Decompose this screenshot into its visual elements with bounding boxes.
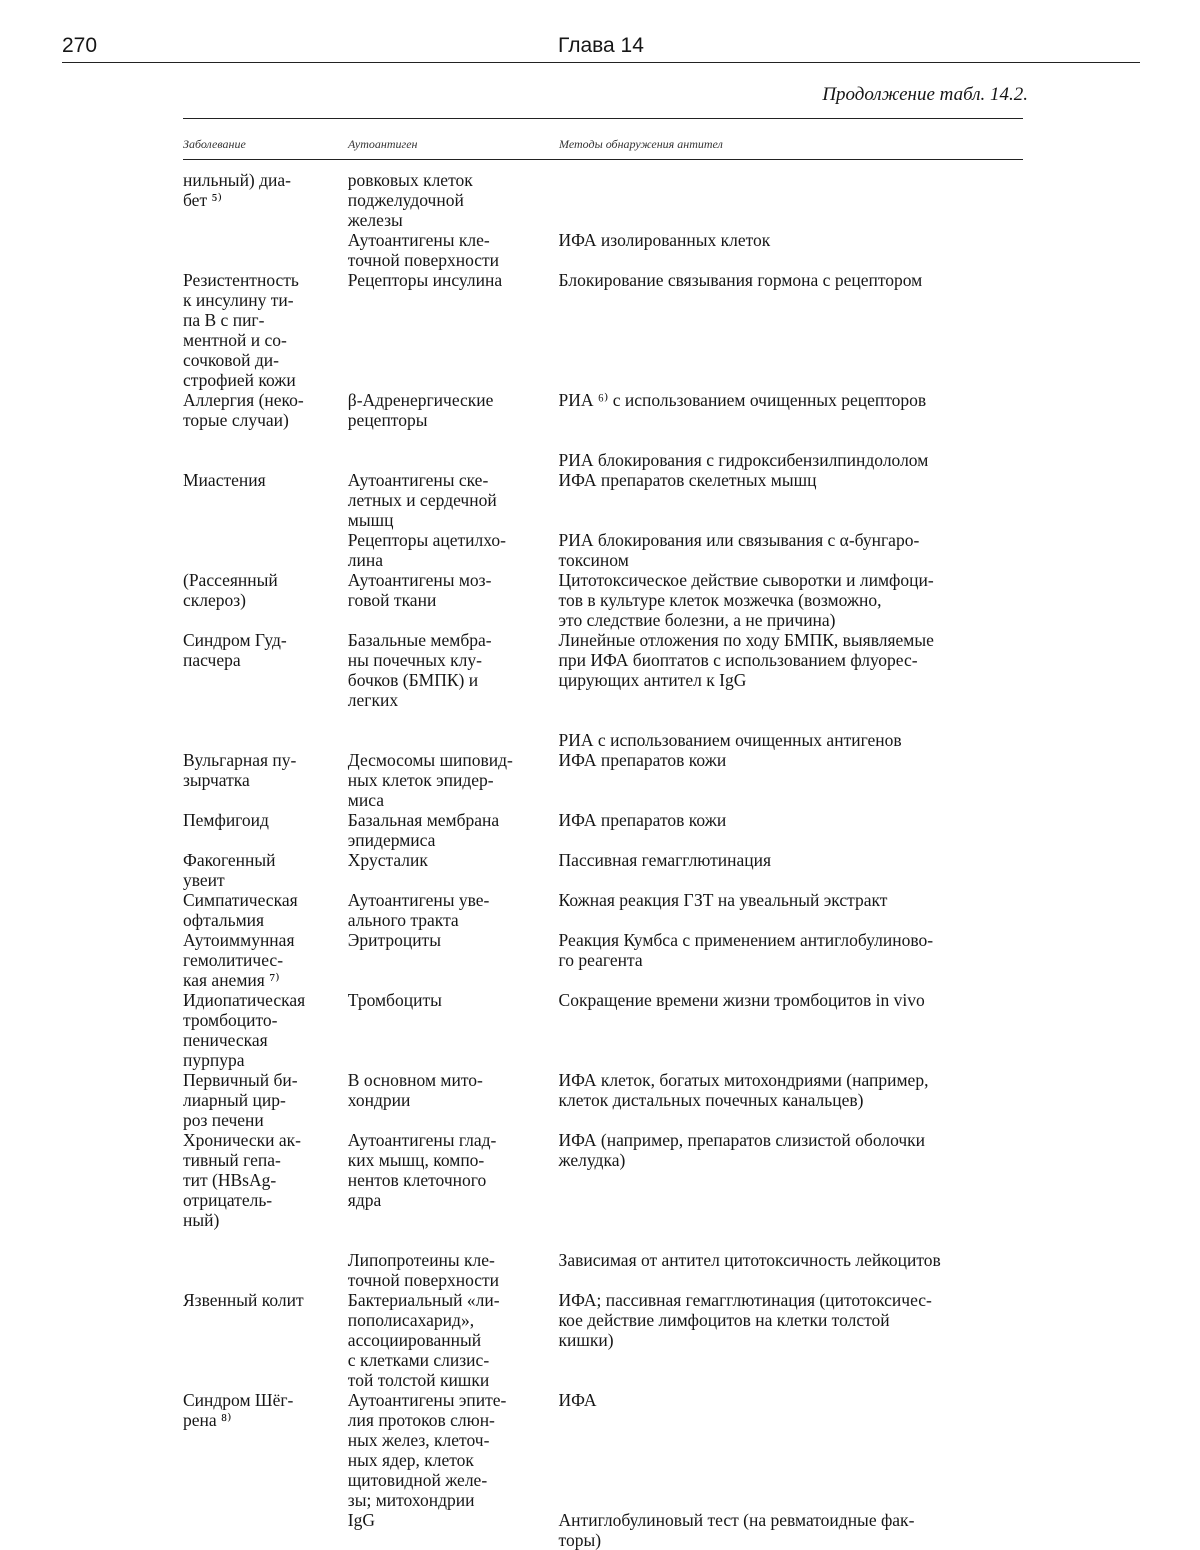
disease-cell: Синдром Гуд- пасчера (183, 630, 287, 670)
autoantigen-cell: Аутоантигены ске- летных и сердечной мышц (347, 470, 497, 530)
table-row (183, 1070, 1023, 1130)
autoantigen-cell: Бактериальный «ли- пополисахарид», ассоциированный с клетками слизис- той толстой кишки (347, 1290, 500, 1390)
method-cell: ИФА клеток, богатых митохондриями (например, клеток дистальных почечных канальцев) (558, 1070, 929, 1110)
table-row (183, 1390, 1023, 1510)
disease-cell: Факогенный увеит (183, 850, 276, 890)
table-row (183, 1250, 1023, 1290)
table-row (183, 850, 1023, 890)
method-cell: Сокращение времени жизни тромбоцитов in vivo (558, 990, 925, 1010)
column-header-methods: Методы обнаружения антител (559, 137, 723, 151)
table-row (183, 630, 1023, 710)
autoantigen-cell: Базальная мембрана эпидермиса (347, 810, 500, 850)
table-row (183, 1290, 1023, 1390)
method-cell: Линейные отложения по ходу БМПК, выявляемые при ИФА биоптатов с использованием флуорес- цирующих антител к IgG (558, 630, 934, 690)
chapter-title: Глава 14 (558, 34, 644, 57)
table-row (183, 1130, 1023, 1230)
disease-cell: Вульгарная пу- зырчатка (183, 750, 297, 790)
disease-cell: Симпатическая офтальмия (183, 890, 298, 930)
autoantigen-cell: Тромбоциты (347, 990, 442, 1010)
method-cell: ИФА (558, 1390, 597, 1410)
disease-cell: Пемфигоид (183, 810, 269, 830)
autoantigen-cell: Аутоантигены эпите- лия протоков слюн- ных желез, клеточ- ных ядер, клеток щитовидной желе- зы; митохондрии (347, 1390, 507, 1510)
autoantigen-cell: IgG (347, 1510, 376, 1530)
table-body (183, 170, 1023, 1550)
table-row (183, 750, 1023, 810)
method-cell: ИФА изолированных клеток (558, 230, 771, 250)
disease-cell: Миастения (183, 470, 266, 490)
method-cell: Зависимая от антител цитотоксичность лейкоцитов (558, 1250, 941, 1270)
table-continuation-caption: Продолжение табл. 14.2. (822, 84, 1028, 105)
table-row (183, 890, 1023, 930)
autoantigen-cell: В основном мито- хондрии (347, 1070, 483, 1110)
method-cell: Пассивная гемагглютинация (558, 850, 772, 870)
method-cell: ИФА (например, препаратов слизистой оболочки желудка) (558, 1130, 926, 1170)
table-row (183, 930, 1023, 990)
autoantigen-cell: Эритроциты (347, 930, 441, 950)
autoantigen-cell: Аутоантигены моз- говой ткани (347, 570, 492, 610)
autoantigen-cell: Аутоантигены кле- точной поверхности (347, 230, 500, 270)
autoantigen-table (183, 118, 1023, 1550)
table-row (183, 810, 1023, 850)
method-cell: Антиглобулиновый тест (на ревматоидные фак- торы) (558, 1510, 915, 1550)
method-cell: РИА ⁶⁾ с использованием очищенных рецепторов (558, 390, 927, 410)
table-header-rule (183, 159, 1023, 160)
autoantigen-cell: Аутоантигены глад- ких мышц, компо- нентов клеточного ядра (347, 1130, 497, 1210)
method-cell: ИФА препаратов кожи (558, 750, 727, 770)
table-row (183, 530, 1023, 570)
table-row (183, 730, 1023, 750)
table-row (183, 390, 1023, 430)
disease-cell: Язвенный колит (183, 1290, 304, 1310)
disease-cell: Идиопатическая тромбоцито- пеническая пурпура (183, 990, 306, 1070)
method-cell: ИФА препаратов скелетных мышц (558, 470, 817, 490)
method-cell: Блокирование связывания гормона с рецептором (558, 270, 923, 290)
column-header-disease: Заболевание (183, 137, 246, 151)
method-cell: РИА блокирования или связывания с α-бунгаро- токсином (558, 530, 920, 570)
autoantigen-cell: Рецепторы ацетилхо- лина (347, 530, 506, 570)
autoantigen-cell: Липопротеины кле- точной поверхности (347, 1250, 500, 1290)
column-header-autoantigen: Аутоантиген (348, 137, 418, 151)
table-row (183, 990, 1023, 1070)
autoantigen-cell: Базальные мембра- ны почечных клу- бочков (БМПК) и легких (347, 630, 492, 710)
disease-cell: (Рассеянный склероз) (183, 570, 278, 610)
table-header (183, 119, 1023, 159)
table-row (183, 1510, 1023, 1550)
page-number: 270 (62, 34, 98, 57)
autoantigen-cell: ровковых клеток поджелудочной железы (347, 170, 473, 230)
method-cell: Кожная реакция ГЗТ на увеальный экстракт (558, 890, 888, 910)
disease-cell: Синдром Шёг- рена ⁸⁾ (183, 1390, 294, 1430)
header-rule (62, 62, 1140, 63)
method-cell: ИФА; пассивная гемагглютинация (цитотоксичес- кое действие лимфоцитов на клетки толстой кишки) (558, 1290, 932, 1350)
method-cell: ИФА препаратов кожи (558, 810, 727, 830)
disease-cell: Аутоиммунная гемолитичес- кая анемия ⁷⁾ (183, 930, 295, 990)
disease-cell: нильный) диа- бет ⁵⁾ (183, 170, 291, 210)
disease-cell: Аллергия (неко- торые случаи) (183, 390, 304, 430)
method-cell: РИА с использованием очищенных антигенов (558, 730, 902, 750)
autoantigen-cell: β-Адренергические рецепторы (347, 390, 494, 430)
table-row (183, 470, 1023, 530)
disease-cell: Резистентность к инсулину ти- па В с пиг- ментной и со- сочковой ди- строфией кожи (183, 270, 299, 390)
method-cell: Цитотоксическое действие сыворотки и лимфоци- тов в культуре клеток мозжечка (возможно, это следствие болезни, а не причина) (558, 570, 934, 630)
table-row (183, 450, 1023, 470)
page-header (62, 34, 1140, 62)
table-row (183, 270, 1023, 390)
disease-cell: Хронически ак- тивный гепа- тит (HBsAg- отрицатель- ный) (183, 1130, 301, 1230)
method-cell: Реакция Кумбса с применением антиглобулиново- го реагента (558, 930, 934, 970)
autoantigen-cell: Аутоантигены уве- ального тракта (347, 890, 490, 930)
disease-cell: Первичный би- лиарный цир- роз печени (183, 1070, 298, 1130)
autoantigen-cell: Рецепторы инсулина (347, 270, 503, 290)
method-cell: РИА блокирования с гидроксибензилпиндололом (558, 450, 929, 470)
table-row (183, 230, 1023, 270)
table-row (183, 170, 1023, 230)
autoantigen-cell: Десмосомы шиповид- ных клеток эпидер- миса (347, 750, 513, 810)
table-row (183, 570, 1023, 630)
autoantigen-cell: Хрусталик (347, 850, 428, 870)
